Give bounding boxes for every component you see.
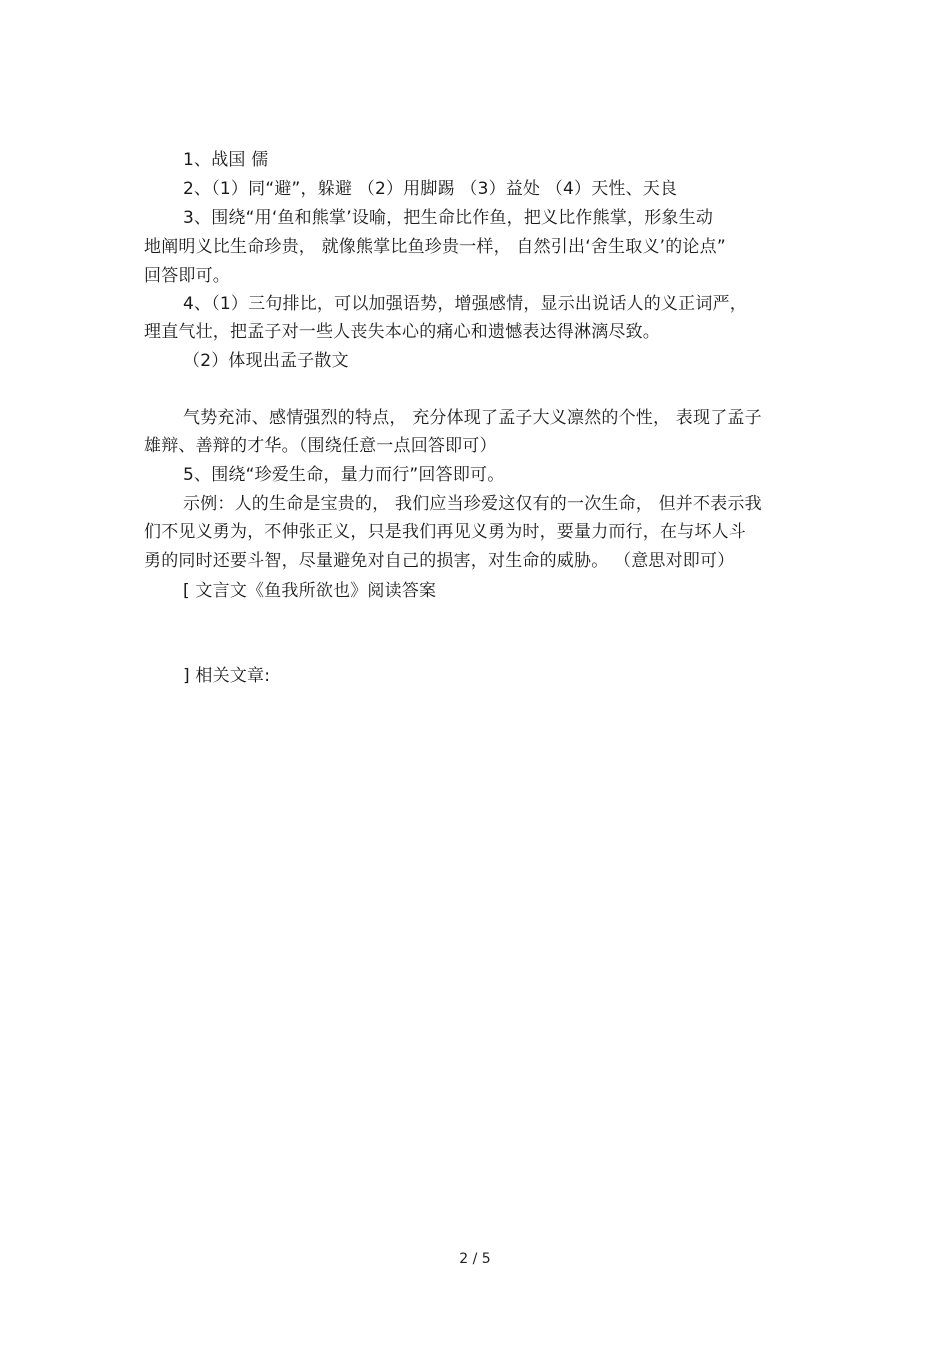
answer-4-line-1: 4、（1）三句排比，可以加强语势，增强感情，显示出说话人的义正词严， [183, 294, 747, 314]
answer-4-line-5: 雄辩、善辩的才华。（围绕任意一点回答即可） [144, 436, 497, 456]
answer-4-line-4: 气势充沛、感情强烈的特点， 充分体现了孟子大义凛然的个性， 表现了孟子 [183, 408, 762, 428]
answer-3-line-2: 地阐明义比生命珍贵， 就像熊掌比鱼珍贵一样， 自然引出‘舍生取义’的论点” [144, 237, 726, 257]
answer-4-line-2: 理直气壮，把孟子对一些人丧失本心的痛心和遗憾表达得淋漓尽致。 [144, 322, 660, 342]
page-number: 2 / 5 [459, 1251, 491, 1267]
example-line-3: 勇的同时还要斗智，尽量避免对自己的损害，对生命的威胁。 （意思对即可） [144, 551, 735, 571]
answer-4-line-3: （2）体现出孟子散文 [183, 351, 349, 371]
example-line-2: 们不见义勇为，不伸张正义，只是我们再见义勇为时，要量力而行，在与坏人斗 [144, 522, 746, 542]
answer-3-line-3: 回答即可。 [144, 266, 230, 286]
answer-5: 5、围绕“珍爱生命，量力而行”回答即可。 [183, 465, 505, 485]
answer-3-line-1: 3、围绕“用‘鱼和熊掌’设喻，把生命比作鱼，把义比作熊掌，形象生动 [183, 208, 714, 228]
answer-1: 1、战国 儒 [183, 150, 269, 170]
related-articles: ] 相关文章: [183, 666, 271, 686]
answer-2: 2、（1）同“避”，躲避 （2）用脚踢 （3）益处 （4）天性、天良 [183, 179, 678, 199]
example-line-1: 示例：人的生命是宝贵的， 我们应当珍爱这仅有的一次生命， 但并不表示我 [183, 494, 762, 514]
article-title: [ 文言文《鱼我所欲也》阅读答案 [183, 581, 437, 601]
